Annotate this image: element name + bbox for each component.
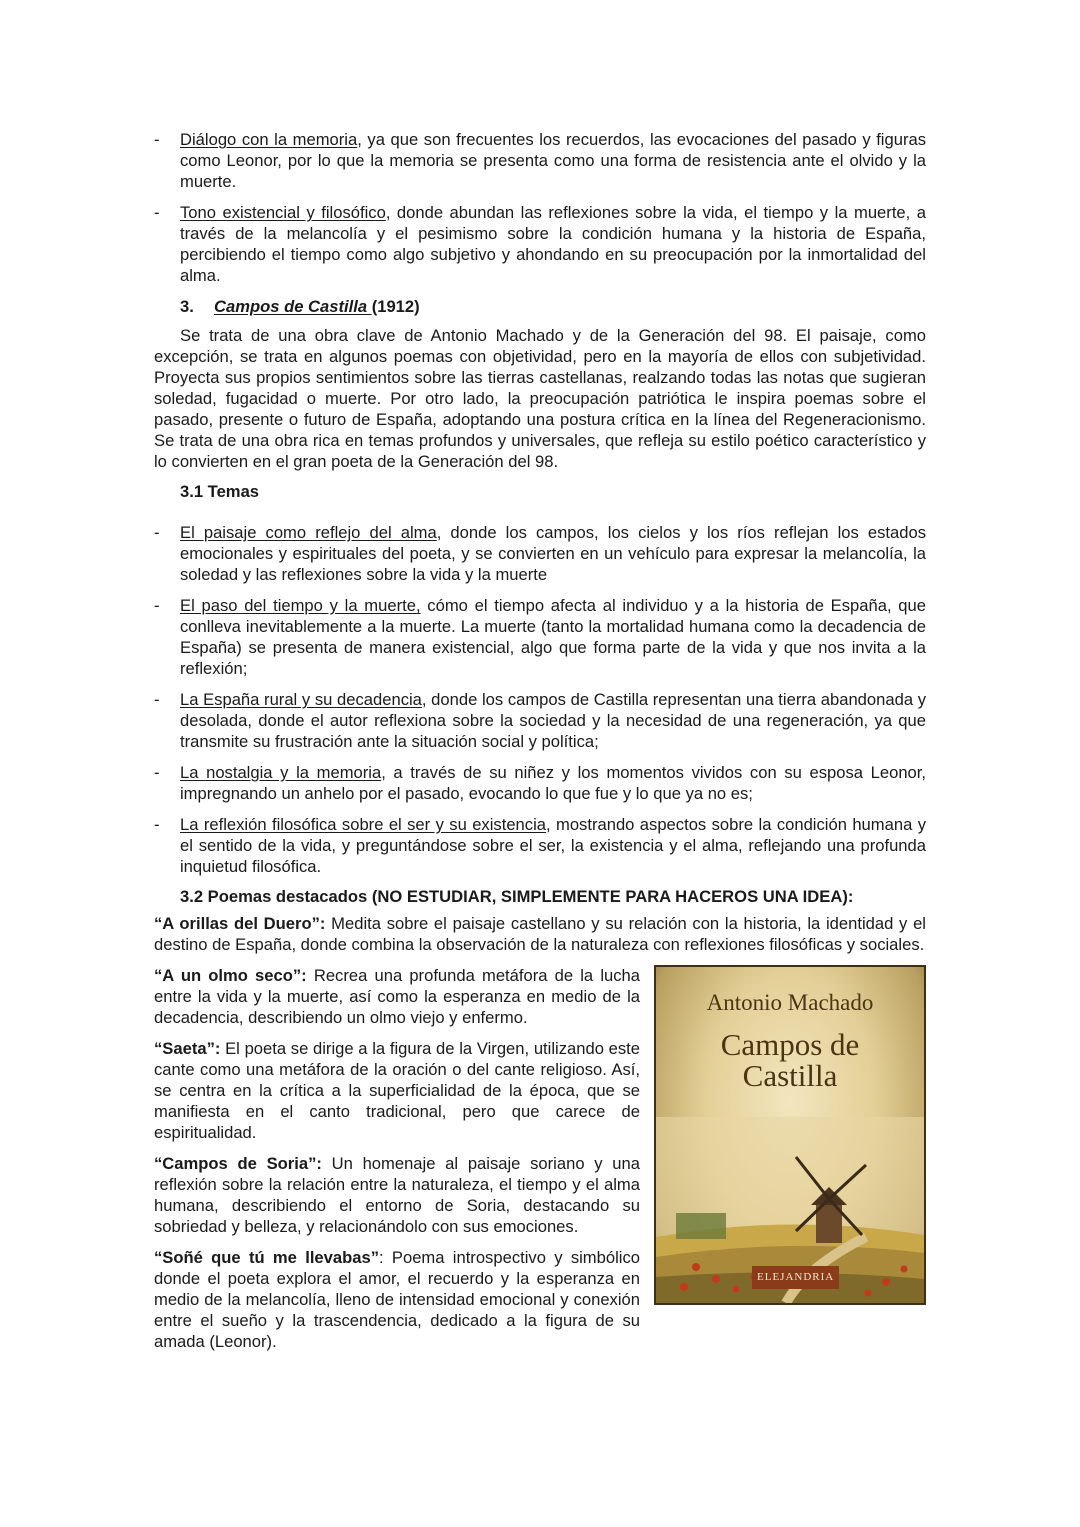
poem-title: “Soñé que tú me llevabas” — [154, 1248, 379, 1267]
poem-title: “A orillas del Duero”: — [154, 914, 326, 933]
section-title: Campos de Castilla — [214, 297, 372, 316]
list-item — [154, 202, 926, 286]
list-item — [154, 689, 926, 752]
poem-text: Medita sobre el paisaje castellano y su relación con la historia, la identidad y el destino de España, donde combina la observación de la naturaleza con reflexiones filosóficas y sociales. — [154, 914, 926, 954]
temas-heading: 3.1 Temas — [180, 482, 260, 501]
cover-author: Antonio Machado — [706, 990, 874, 1015]
poem-text: Recrea una profunda metáfora de la lucha entre la vida y la muerte, así como la esperanza en medio de la decadencia, describiendo un olmo viejo y enfermo. — [154, 966, 640, 1027]
cover-title-line: Castilla — [742, 1058, 838, 1093]
cover-title-line: Campos de — [720, 1027, 860, 1062]
poemas-heading: 3.2 Poemas destacados (NO ESTUDIAR, SIMPLEMENTE PARA HACEROS UNA IDEA): — [180, 887, 854, 906]
bullet-lead: La reflexión filosófica sobre el ser y su existencia — [180, 815, 546, 834]
content-column — [154, 129, 926, 1352]
poem-text: El poeta se dirige a la figura de la Virgen, utilizando este cante como una metáfora de la oración o del cante religioso. Así, se centra en la crítica a la superficialidad de la época, que se manifiesta en el canto tradicional, pero que carece de espiritualidad. — [154, 1039, 640, 1142]
poem-entry — [154, 913, 926, 955]
book-cover-image — [654, 965, 926, 1305]
bullet-text: cómo el tiempo afecta al individuo y a la historia de España, que conlleva inevitablemente a la muerte. La muerte (tanto la mortalidad humana como la decadencia de España) se presenta de manera existencial, algo que forma parte de la vida y que nos invita a la reflexión; — [180, 596, 926, 678]
bullet-lead: La España rural y su decadencia — [180, 690, 422, 709]
bullet-lead: Diálogo con la memoria — [180, 130, 358, 149]
cover-title — [656, 1029, 924, 1091]
bullet-lead: El paisaje como reflejo del alma — [180, 523, 437, 542]
bullet-text: , a través de su niñez y los momentos vividos con su esposa Leonor, impregnando un anhelo por el pasado, evocando lo que fue y lo que ya no es; — [180, 763, 926, 803]
poem-title: “A un olmo seco”: — [154, 966, 307, 985]
temas-list — [154, 522, 926, 877]
list-item — [154, 522, 926, 585]
bullet-lead: Tono existencial y filosófico — [180, 203, 386, 222]
cover-publisher: ELEJANDRIA — [752, 1266, 839, 1289]
section-intro: Se trata de una obra clave de Antonio Machado y de la Generación del 98. El paisaje, como excepción, se trata en algunos poemas con objetividad, pero en la mayoría de ellos con subjetividad. Proyecta sus propios sentimientos sobre las tierras castellanas, realzando todas las notas que sugieran soledad, fugacidad o muerte. Por otro lado, la preocupación patriótica le inspira poemas sobre el pasado, presente o futuro de España, adoptando una postura crítica en la línea del Regeneracionismo. Se trata de una obra rica en temas profundos y universales, que refleja su estilo poético característico y lo convierten en el gran poeta de la Generación del 98. — [154, 326, 926, 471]
poem-text: Un homenaje al paisaje soriano y una reflexión sobre la relación entre la naturaleza, el tiempo y el alma humana, describiendo el entorno de Soria, destacando su sobriedad y belleza, y relacionándolo con sus emociones. — [154, 1154, 640, 1236]
section-heading — [154, 296, 926, 317]
list-item — [154, 814, 926, 877]
book-cover — [654, 965, 926, 1305]
bullet-lead: El paso del tiempo y la muerte, — [180, 596, 421, 615]
bullet-text: , donde los campos, los cielos y los ríos reflejan los estados emocionales y espirituales del poeta, y se convierten en un vehículo para expresar la melancolía, la soledad y las reflexiones sobre la vida y la muerte — [180, 523, 926, 584]
list-item — [154, 762, 926, 804]
bullet-text: , ya que son frecuentes los recuerdos, las evocaciones del pasado y figuras como Leonor, por lo que la memoria se presenta como una forma de resistencia ante el olvido y la muerte. — [180, 130, 926, 191]
bullet-text: , donde abundan las reflexiones sobre la vida, el tiempo y la muerte, a través de la melancolía y el pesimismo sobre la condición humana y la historia de España, percibiendo el tiempo como algo subjetivo y ahondando en su preocupación por la inmortalidad del alma. — [180, 203, 926, 285]
bullet-text: , donde los campos de Castilla representan una tierra abandonada y desolada, donde el autor reflexiona sobre la sociedad y la necesidad de una regeneración, ya que transmite su frustración ante la situación social y política; — [180, 690, 927, 751]
list-item — [154, 129, 926, 192]
bullet-text: , mostrando aspectos sobre la condición humana y el sentido de la vida, y preguntándose sobre el ser, la existencia y el alma, reflejando una profunda inquietud filosófica. — [180, 815, 926, 876]
section-number: 3. — [180, 297, 194, 316]
list-item — [154, 595, 926, 679]
poem-title: “Campos de Soria”: — [154, 1154, 322, 1173]
top-bullet-list — [154, 129, 926, 286]
poem-title: “Saeta”: — [154, 1039, 221, 1058]
section-year: (1912) — [371, 297, 420, 316]
bullet-lead: La nostalgia y la memoria — [180, 763, 382, 782]
poem-text: : Poema introspectivo y simbólico donde el poeta explora el amor, el recuerdo y la esperanza en medio de la melancolía, lleno de intensidad emocional y conexión entre el sueño y la trascendencia, dedicado a la figura de su amada (Leonor). — [154, 1248, 640, 1351]
